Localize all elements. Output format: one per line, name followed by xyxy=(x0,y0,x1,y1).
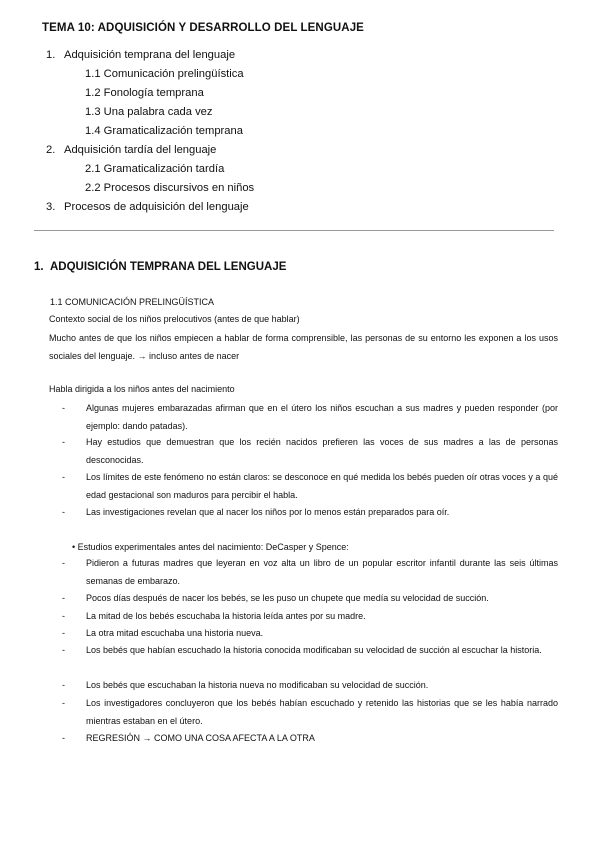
toc-item-label: Adquisición temprana del lenguaje xyxy=(64,49,236,61)
toc-item-number: 3. xyxy=(46,201,56,213)
subsection-heading: 1.1 COMUNICACIÓN PRELINGÜÍSTICA xyxy=(50,297,215,307)
list-item xyxy=(62,730,558,748)
list-item xyxy=(62,504,558,522)
toc-item-label: Adquisición tardía del lenguaje xyxy=(64,144,217,156)
bullet-dash: - xyxy=(62,611,65,621)
bullet-dash: - xyxy=(62,472,65,482)
context-title: Contexto social de los niños prelocutivos (antes de que hablar) xyxy=(49,314,300,324)
bullet-dash: - xyxy=(62,680,65,690)
list-item-text: Pocos días después de nacer los bebés, se les puso un chupete que medía su velocidad de succión. xyxy=(86,593,489,603)
list-item xyxy=(62,555,558,590)
bullet-dash: - xyxy=(62,593,65,603)
list-item-text: Los bebés que escuchaban la historia nueva no modificaban su velocidad de succión. xyxy=(86,680,429,690)
studies-title: • Estudios experimentales antes del nacimiento: DeCasper y Spence: xyxy=(72,542,349,552)
toc-item-1-3: 1.3 Una palabra cada vez xyxy=(85,106,213,118)
list-item-text: REGRESIÓN → COMO UNA COSA AFECTA A LA OTRA xyxy=(86,733,315,743)
list-item-text: La mitad de los bebés escuchaba la historia leída antes por su madre. xyxy=(86,611,366,621)
bullet-dash: - xyxy=(62,558,65,568)
toc-item-number: 2. xyxy=(46,144,56,156)
section-number: 1. xyxy=(34,261,44,273)
toc-item-1 xyxy=(46,49,235,61)
toc-item-label: Procesos de adquisición del lenguaje xyxy=(64,201,249,213)
toc-item-number: 1. xyxy=(46,49,56,61)
list-item-text: Pidieron a futuras madres que leyeran en voz alta un libro de un popular escritor infantil durante las seis últimas semanas de embarazo. xyxy=(86,558,558,586)
bullet-dash: - xyxy=(62,507,65,517)
list-item xyxy=(62,677,558,695)
list-item xyxy=(62,469,558,504)
list-item xyxy=(62,590,558,608)
prenatal-title: Habla dirigida a los niños antes del nacimiento xyxy=(49,384,235,394)
list-item-text: Los investigadores concluyeron que los bebés habían escuchado y retenido las historias que se les había narrado mientras estaban en el útero. xyxy=(86,698,558,726)
section-divider xyxy=(34,230,554,231)
list-item-text: La otra mitad escuchaba una historia nueva. xyxy=(86,628,264,638)
toc-item-1-1: 1.1 Comunicación prelingüística xyxy=(85,68,244,80)
bullet-dash: - xyxy=(62,403,65,413)
toc-item-2-2: 2.2 Procesos discursivos en niños xyxy=(85,182,255,194)
document-title: TEMA 10: ADQUISICIÓN Y DESARROLLO DEL LENGUAJE xyxy=(42,22,364,34)
toc-item-2 xyxy=(46,144,216,156)
list-item-text: Las investigaciones revelan que al nacer los niños por lo menos están preparados para oír. xyxy=(86,507,450,517)
list-item xyxy=(62,434,558,469)
toc-item-3 xyxy=(46,201,249,213)
list-item xyxy=(62,642,558,660)
toc-item-1-2: 1.2 Fonología temprana xyxy=(85,87,204,99)
bullet-dash: - xyxy=(62,645,65,655)
list-item-text: Los límites de este fenómeno no están claros: se desconoce en qué medida los bebés pueden oír otras voces y a qué edad gestacional son maduros para percibir el habla. xyxy=(86,472,558,500)
context-paragraph: Mucho antes de que los niños empiecen a hablar de forma comprensible, las personas de su entorno les exponen a los usos sociales del lenguaje. → incluso antes de nacer xyxy=(49,333,558,361)
list-item-text: Hay estudios que demuestran que los recién nacidos prefieren las voces de sus madres a las de personas desconocidas. xyxy=(86,437,558,465)
toc-item-2-1: 2.1 Gramaticalización tardía xyxy=(85,163,225,175)
section-title: ADQUISICIÓN TEMPRANA DEL LENGUAJE xyxy=(50,261,287,273)
bullet-dash: - xyxy=(62,698,65,708)
bullet-dash: - xyxy=(62,628,65,638)
list-item xyxy=(62,400,558,435)
list-item xyxy=(62,608,558,626)
list-item xyxy=(62,625,558,643)
bullet-dash: - xyxy=(62,733,65,743)
list-item-text: Los bebés que habían escuchado la historia conocida modificaban su velocidad de succión al escuchar la historia. xyxy=(86,645,542,655)
bullet-dash: - xyxy=(62,437,65,447)
list-item-text: Algunas mujeres embarazadas afirman que en el útero los niños escuchan a sus madres y pueden responder (por ejemplo: dando patadas). xyxy=(86,403,558,431)
toc-item-1-4: 1.4 Gramaticalización temprana xyxy=(85,125,243,137)
list-item xyxy=(62,695,558,730)
section-heading xyxy=(34,261,286,273)
